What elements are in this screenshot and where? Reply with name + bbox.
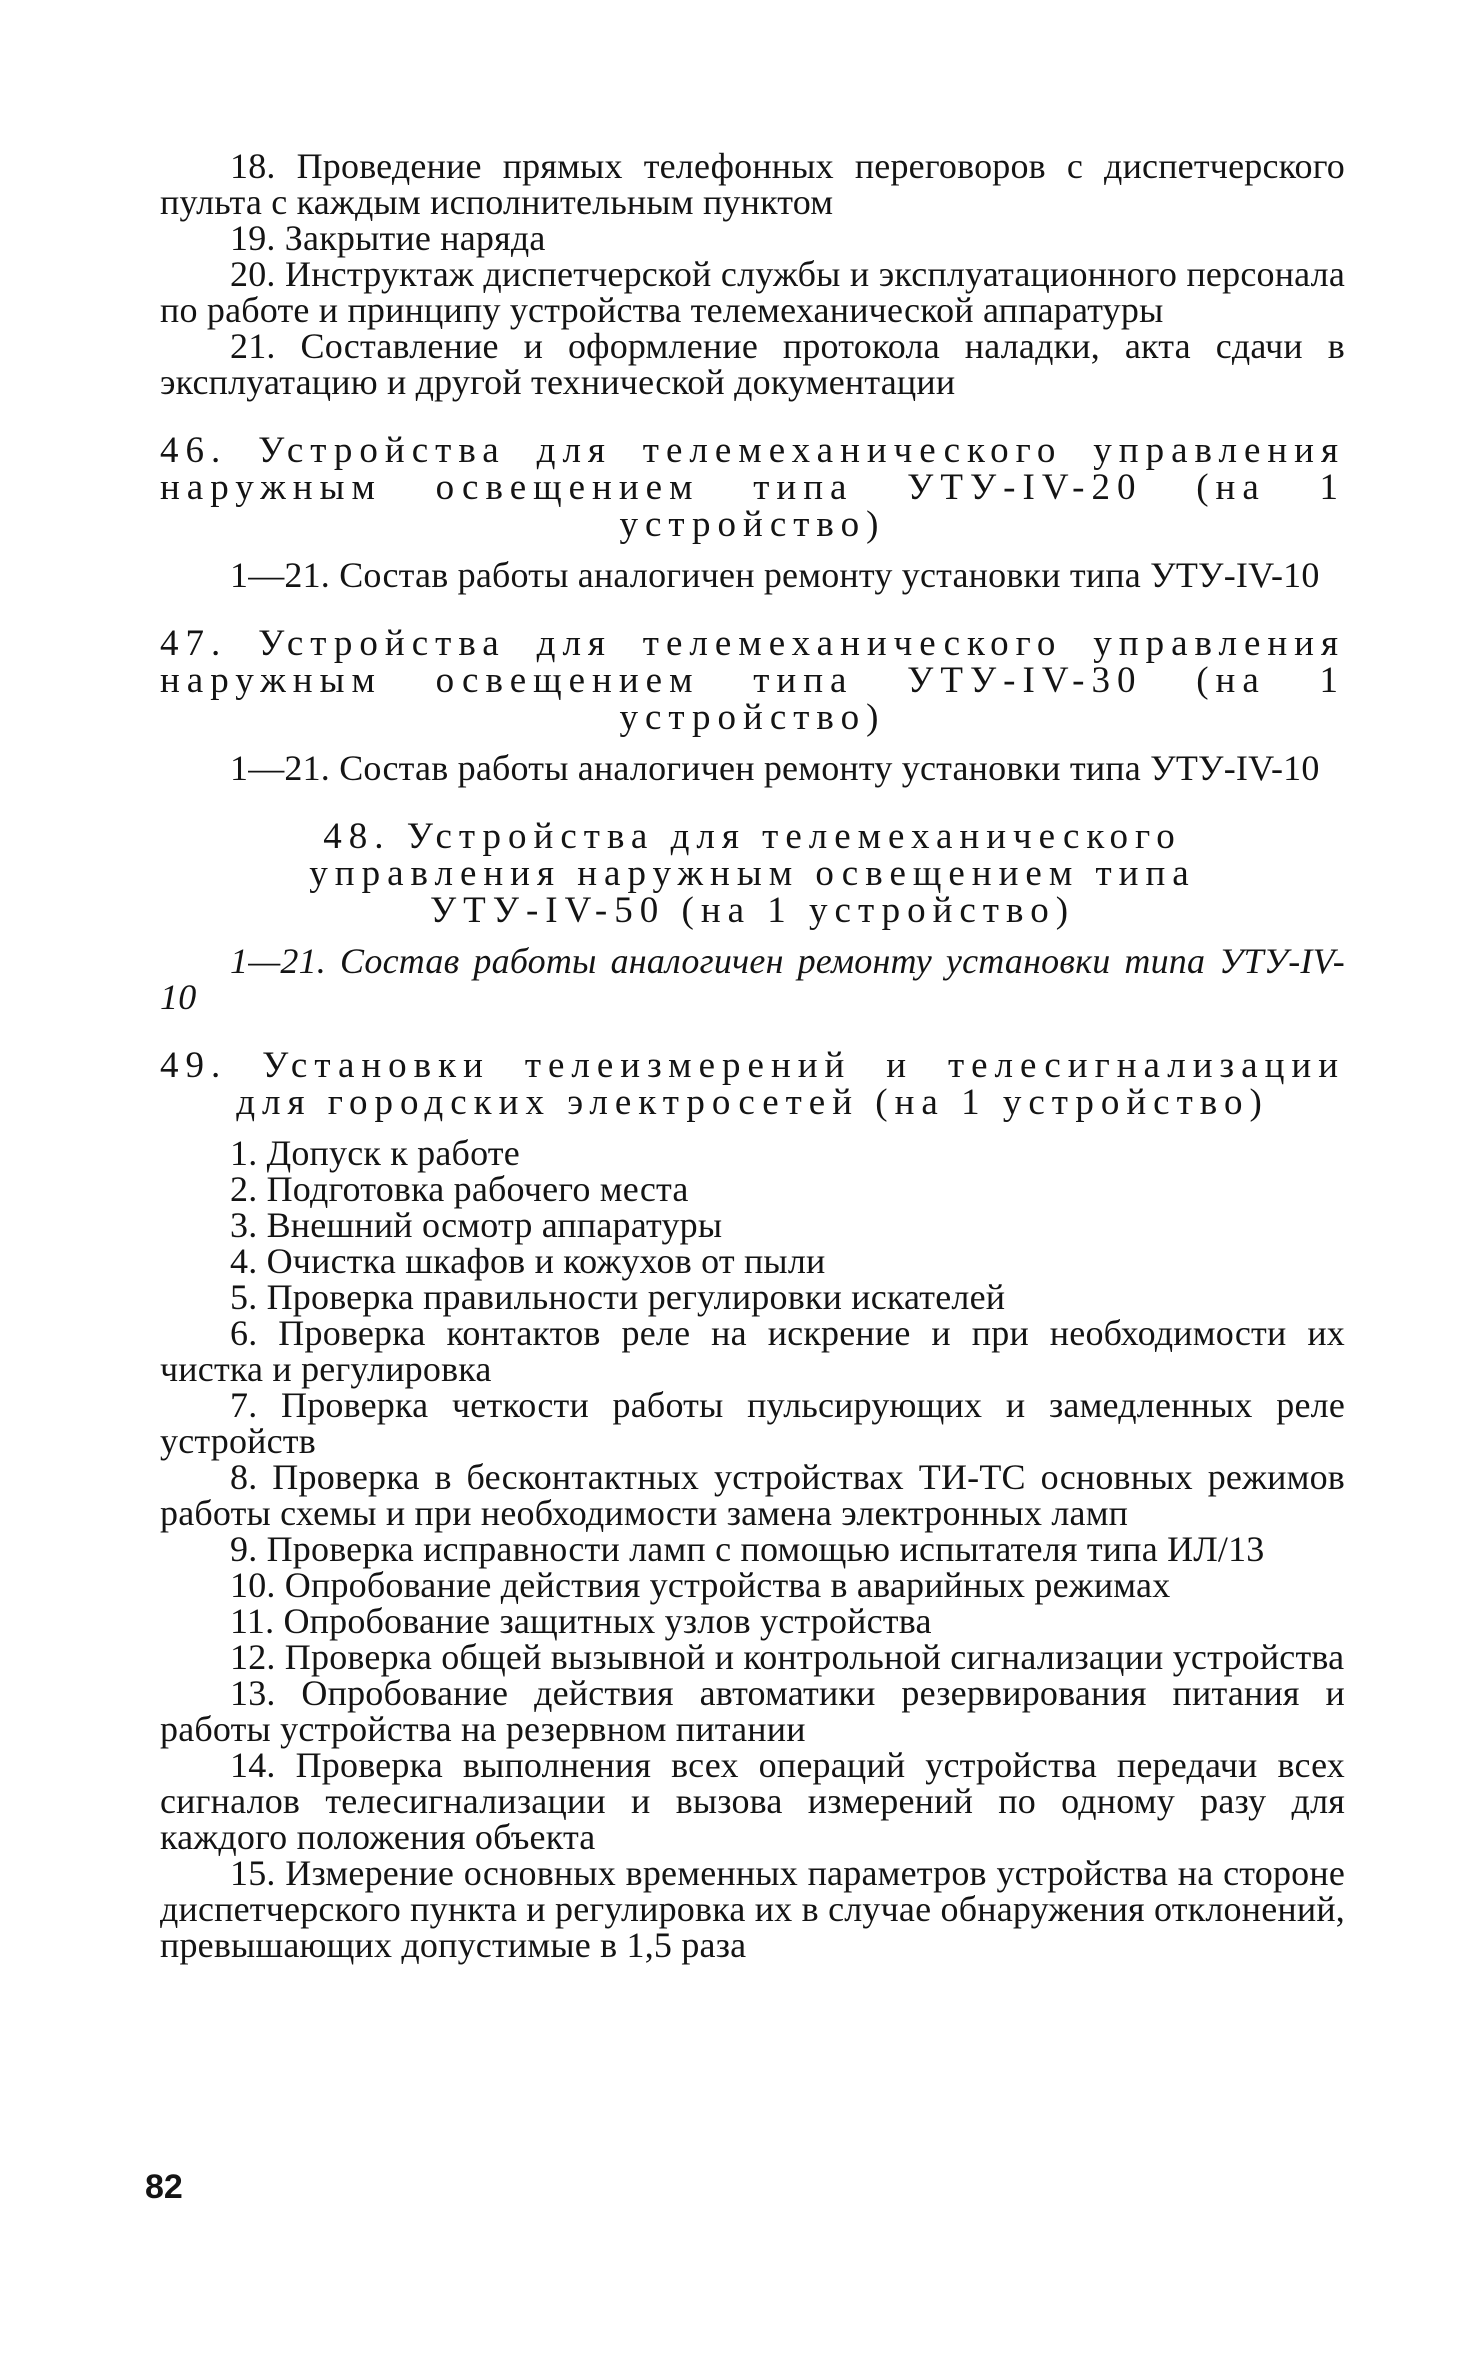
list-item: 14. Проверка выполнения всех операций устройства передачи всех сигналов телесигнализации и вызова измерений по одному разу для каждого положения объекта [160, 1745, 1345, 1857]
section-46 [160, 432, 1345, 593]
list-item: 8. Проверка в бесконтактных устройствах ТИ-ТС основных режимов работы схемы и при необходимости замена электронных ламп [160, 1457, 1345, 1533]
list-item: 9. Проверка исправности ламп с помощью испытателя типа ИЛ/13 [230, 1529, 1265, 1569]
list-item: 2. Подготовка рабочего места [230, 1169, 689, 1209]
list-item: 12. Проверка общей вызывной и контрольной сигнализации устройства [230, 1637, 1345, 1677]
list-item: 3. Внешний осмотр аппаратуры [230, 1205, 723, 1245]
page-number: 82 [145, 2168, 183, 2206]
section-heading-line: управления наружным освещением типа [309, 853, 1196, 894]
section-note: 1—21. Состав работы аналогичен ремонту установки типа УТУ-IV-10 [160, 941, 1345, 1017]
list-item: 21. Составление и оформление протокола наладки, акта сдачи в эксплуатацию и другой технической документации [160, 326, 1345, 402]
list-item: 7. Проверка четкости работы пульсирующих и замедленных реле устройств [160, 1385, 1345, 1461]
list-item: 15. Измерение основных временных параметров устройства на стороне диспетчерского пункта и регулировка их в случае обнаружения отклонений, превышающих допустимые в 1,5 раза [160, 1853, 1345, 1965]
list-item: 4. Очистка шкафов и кожухов от пыли [230, 1241, 826, 1281]
section-48 [160, 818, 1345, 1015]
section-47 [160, 625, 1345, 786]
section-note: 1—21. Состав работы аналогичен ремонту установки типа УТУ-IV-10 [230, 748, 1320, 788]
section-note: 1—21. Состав работы аналогичен ремонту установки типа УТУ-IV-10 [230, 555, 1320, 595]
intro-list [160, 148, 1345, 400]
list-item: 5. Проверка правильности регулировки искателей [230, 1277, 1006, 1317]
list-item: 19. Закрытие наряда [230, 218, 546, 258]
section-heading-line: УТУ-IV-50 (на 1 устройство) [429, 890, 1076, 931]
section-heading-line: 48. Устройства для телемеханического [323, 816, 1182, 857]
section-heading: 49. Установки телеизмерений и телесигнализации для городских электросетей (на 1 устройство) [160, 1045, 1345, 1123]
list-item: 11. Опробование защитных узлов устройства [230, 1601, 932, 1641]
list-item: 18. Проведение прямых телефонных переговоров с диспетчерского пульта с каждым исполнительным пунктом [160, 146, 1345, 222]
section-heading: 47. Устройства для телемеханического управления наружным освещением типа УТУ-IV-30 (на 1 устройство) [160, 623, 1345, 738]
list-item: 1. Допуск к работе [230, 1133, 520, 1173]
list-item: 13. Опробование действия автоматики резервирования питания и работы устройства на резервном питании [160, 1673, 1345, 1749]
list-item: 6. Проверка контактов реле на искрение и при необходимости их чистка и регулировка [160, 1313, 1345, 1389]
list-item: 10. Опробование действия устройства в аварийных режимах [230, 1565, 1171, 1605]
section-49 [160, 1047, 1345, 1963]
section-heading: 46. Устройства для телемеханического управления наружным освещением типа УТУ-IV-20 (на 1 устройство) [160, 430, 1345, 545]
list-item: 20. Инструктаж диспетчерской службы и эксплуатационного персонала по работе и принципу устройства телемеханической аппаратуры [160, 254, 1345, 330]
document-page [160, 148, 1345, 1963]
work-list [160, 1135, 1345, 1963]
